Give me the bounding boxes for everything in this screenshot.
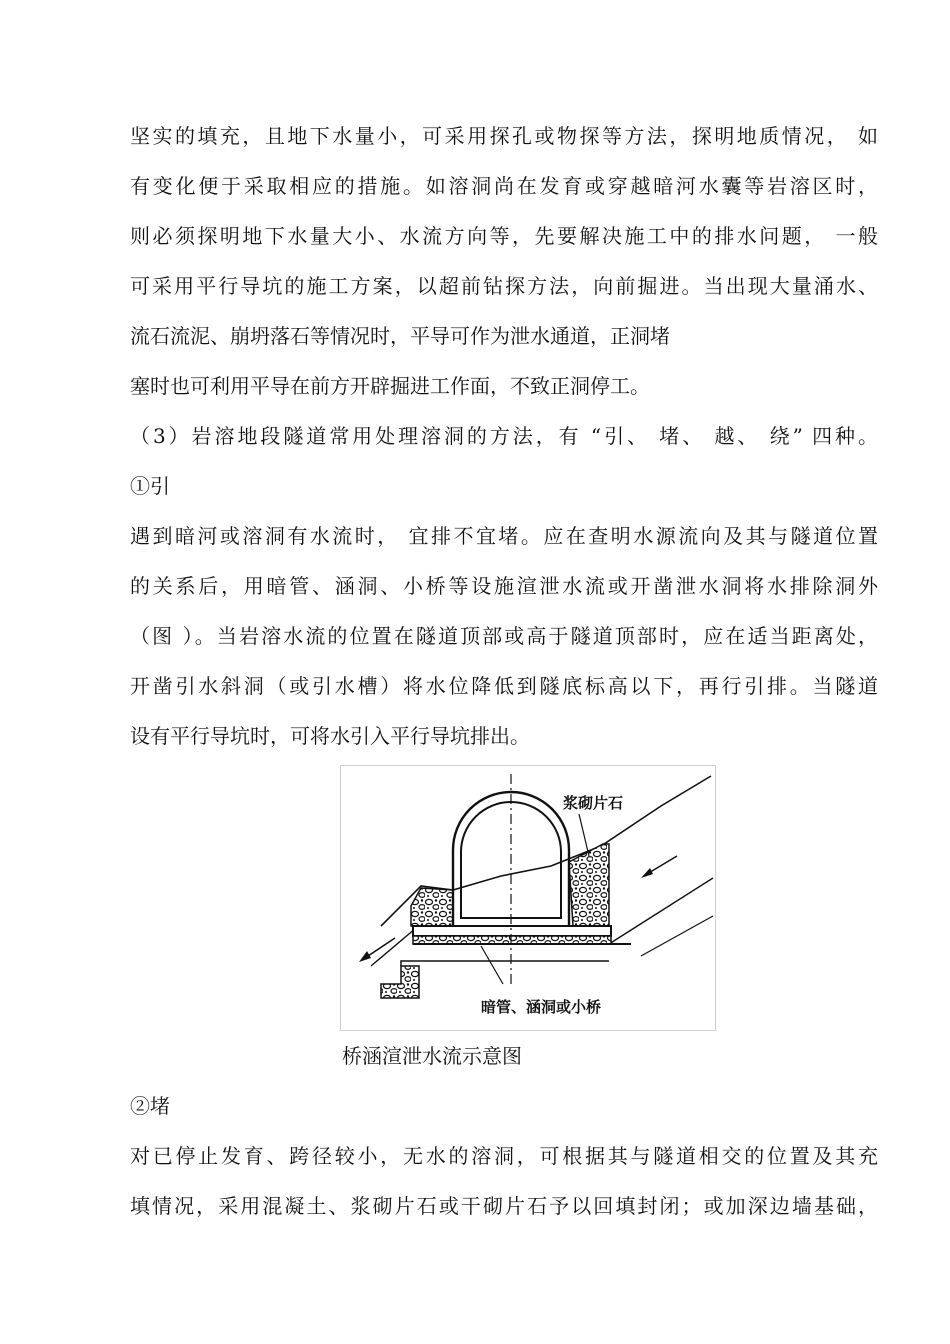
leader-bottom — [481, 946, 503, 984]
paragraph-line: 则必须探明地下水量大小、水流方向等，先要解决施工中的排水问题， 一般 — [130, 224, 878, 248]
paragraph-line: 坚实的填充，且地下水量小，可采用探孔或物探等方法，探明地质情况， 如 — [130, 124, 878, 148]
ground-line-right — [609, 878, 713, 944]
subheading-du: ②堵 — [130, 1094, 170, 1118]
culvert-slab — [413, 926, 611, 936]
paragraph-line: 设有平行导坑时，可将水引入平行导坑排出。 — [130, 724, 530, 748]
paragraph-line: 流石流泥、崩坍落石等情况时，平导可作为泄水通道，正洞堵 — [130, 324, 670, 348]
leader-top — [579, 814, 589, 856]
figure-caption: 桥涵渲泄水流示意图 — [342, 1044, 522, 1068]
flow-arrow-left — [365, 938, 395, 958]
paragraph-line: 开凿引水斜洞（或引水槽）将水位降低到隧底标高以下，再行引排。当隧道 — [130, 674, 878, 698]
paragraph-line: 可采用平行导坑的施工方案，以超前钻探方法，向前掘进。当出现大量涌水、 — [130, 274, 878, 298]
left-masonry — [411, 888, 453, 926]
label-masonry: 浆砌片石 — [563, 794, 624, 812]
paragraph-line: 的关系后，用暗管、涵洞、小桥等设施渲泄水流或开凿泄水洞将水排除洞外 — [130, 574, 878, 598]
paragraph-line: （图 ）。当岩溶水流的位置在隧道顶部或高于隧道顶部时，应在适当距离处， — [130, 624, 878, 648]
paragraph-line: 有变化便于采取相应的措施。如溶洞尚在发育或穿越暗河水囊等岩溶区时， — [130, 174, 878, 198]
label-culvert: 暗管、涵洞或小桥 — [481, 998, 602, 1016]
paragraph-line: 对已停止发育、跨径较小，无水的溶洞，可根据其与隧道相交的位置及其充 — [130, 1144, 878, 1168]
diagram-svg — [341, 766, 715, 1030]
ground-line-right2 — [641, 916, 713, 956]
paragraph-line: 填情况，采用混凝土、浆砌片石或干砌片石予以回填封闭；或加深边墙基础， — [130, 1194, 878, 1218]
flow-arrowhead-left — [359, 951, 371, 962]
culvert-base — [413, 936, 611, 944]
section-heading: （3）岩溶地段隧道常用处理溶洞的方法，有 “引、 堵、 越、 绕” 四种。 — [130, 424, 878, 448]
subheading-yin: ①引 — [130, 474, 170, 498]
paragraph-line: 塞时也可利用平导在前方开辟掘进工作面，不致正洞停工。 — [130, 374, 650, 398]
step-outline — [401, 961, 609, 966]
flow-arrowhead-right — [641, 868, 653, 878]
figure-drainage-diagram — [340, 765, 716, 1031]
paragraph-line: 遇到暗河或溶洞有水流时， 宜排不宜堵。应在查明水源流向及其与隧道位置 — [130, 524, 878, 548]
stepped-masonry — [381, 966, 419, 998]
